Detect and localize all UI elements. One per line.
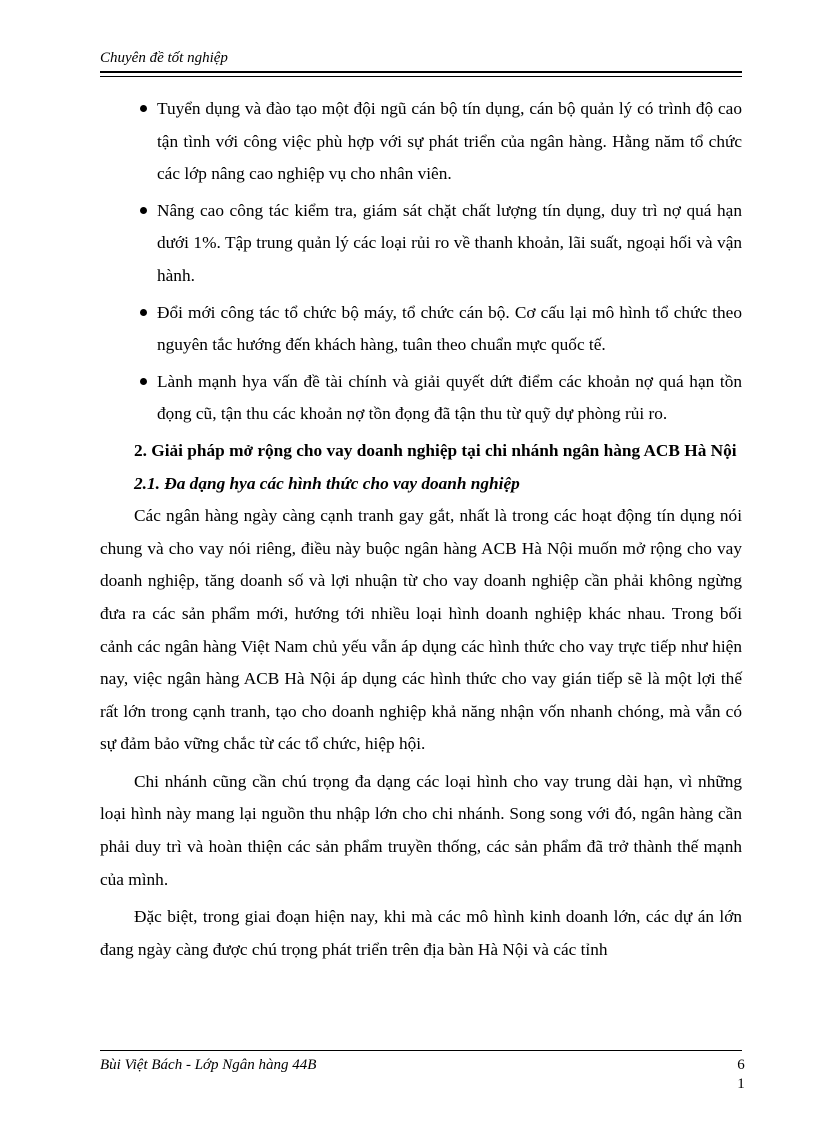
list-item (100, 93, 742, 191)
list-item-text: Tuyển dụng và đào tạo một đội ngũ cán bộ tín dụng, cán bộ quản lý có trình độ cao tận tình với công việc phù hợp với sự phát triển của ngân hàng. Hằng năm tổ chức các lớp nâng cao nghiệp vụ cho nhân viên. (157, 99, 742, 184)
header-title: Chuyên đề tốt nghiệp (100, 50, 228, 66)
paragraph: Chi nhánh cũng cần chú trọng đa dạng các loại hình cho vay trung dài hạn, vì những loại hình này mang lại nguồn thu nhập lớn cho chi nhánh. Song song với đó, ngân hàng cần phải duy trì và hoàn thiện các sản phẩm truyền thống, các sản phẩm đã trở thành thế mạnh của mình. (100, 771, 742, 889)
footer-rule (100, 1050, 742, 1051)
list-item-text: Nâng cao công tác kiểm tra, giám sát chặt chất lượng tín dụng, duy trì nợ quá hạn dưới 1%. Tập trung quản lý các loại rủi ro về thanh khoản, lãi suất, ngoại hối và vận hành. (157, 200, 742, 285)
list-item (100, 366, 742, 431)
header-rule-thin (100, 76, 742, 77)
footer-author: Bùi Việt Bách - Lớp Ngân hàng 44B (100, 1057, 317, 1073)
paragraph: Các ngân hàng ngày càng cạnh tranh gay gắt, nhất là trong các hoạt động tín dụng nói chung và cho vay nói riêng, điều này buộc ngân hàng ACB Hà Nội muốn mở rộng cho vay doanh nghiệp, tăng doanh số và lợi nhuận từ cho vay doanh nghiệp cần phải không ngừng đưa ra các sản phẩm mới, hướng tới nhiều loại hình doanh nghiệp khác nhau. Trong bối cảnh các ngân hàng Việt Nam chủ yếu vẫn áp dụng các hình thức cho vay trực tiếp như hiện nay, việc ngân hàng ACB Hà Nội áp dụng các hình thức cho vay gián tiếp sẽ là một lợi thế rất lớn trong cạnh tranh, tạo cho doanh nghiệp khả năng nhận vốn nhanh chóng, mà vẫn có sự đảm bảo vững chắc từ các tổ chức, hiệp hội. (100, 506, 742, 754)
bullet-icon (140, 105, 147, 112)
list-item-text: Đổi mới công tác tổ chức bộ máy, tổ chức cán bộ. Cơ cấu lại mô hình tổ chức theo nguyên tắc hướng đến khách hàng, tuân theo chuẩn mực quốc tế. (157, 302, 742, 355)
page-number-line: 6 (737, 1057, 745, 1073)
list-item (100, 297, 742, 362)
list-item (100, 195, 742, 293)
header-rule (100, 71, 742, 73)
subsection-heading: 2.1. Đa dạng hya các hình thức cho vay doanh nghiệp (134, 473, 520, 493)
bullet-icon (140, 207, 147, 214)
list-item-text: Lành mạnh hya vấn đề tài chính và giải quyết dứt điểm các khoản nợ quá hạn tồn đọng cũ, tận thu các khoản nợ tồn đọng đã tận thu từ quỹ dự phòng rủi ro. (157, 371, 742, 424)
page-number-line: 1 (737, 1076, 745, 1092)
section-heading: 2. Giải pháp mở rộng cho vay doanh nghiệp tại chi nhánh ngân hàng ACB Hà Nội (134, 440, 737, 460)
bullet-list (100, 93, 742, 431)
paragraph: Đặc biệt, trong giai đoạn hiện nay, khi mà các mô hình kinh doanh lớn, các dự án lớn đang ngày càng được chú trọng phát triển trên địa bàn Hà Nội và các tỉnh (100, 907, 742, 959)
bullet-icon (140, 378, 147, 385)
bullet-icon (140, 309, 147, 316)
document-body (100, 93, 742, 971)
page-number (736, 1056, 746, 1094)
